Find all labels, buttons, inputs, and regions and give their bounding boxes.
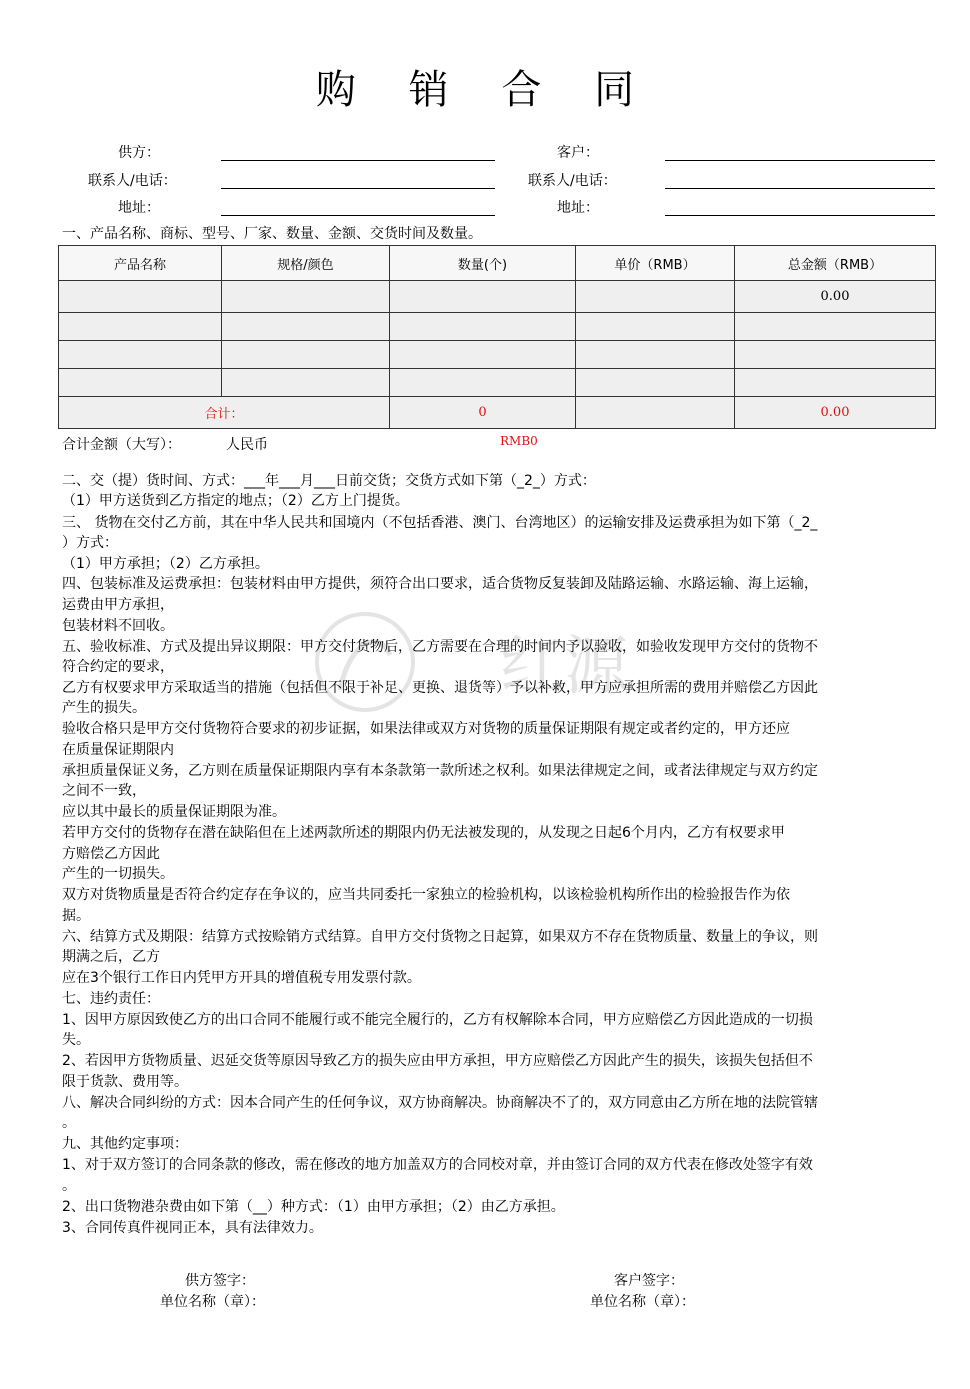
table-row xyxy=(59,313,936,341)
clause-line: 失。 xyxy=(62,1032,90,1048)
customer-contact-label: 联系人/电话： xyxy=(528,173,617,189)
header-quantity: 数量(个) xyxy=(390,246,576,281)
customer-signature-label: 客户签字： xyxy=(614,1273,684,1289)
clause-line: 产生的损失。 xyxy=(62,700,146,716)
clause-line: 2、出口货物港杂费由如下第（__）种方式：（1）由甲方承担；（2）由乙方承担。 xyxy=(62,1199,565,1215)
supplier-unit-label: 单位名称（章）： xyxy=(160,1294,265,1310)
clause-line: 期满之后，乙方 xyxy=(62,949,160,965)
table-cell[interactable] xyxy=(390,313,576,341)
total-amount: 0.00 xyxy=(735,397,936,429)
table-cell[interactable] xyxy=(222,281,390,313)
table-cell[interactable] xyxy=(576,281,735,313)
product-table xyxy=(58,245,936,429)
supplier-address-label: 地址： xyxy=(118,200,160,216)
clause-line: 应以其中最长的质量保证期限为准。 xyxy=(62,804,286,820)
clause-line: 应在3个银行工作日内凭甲方开具的增值税专用发票付款。 xyxy=(62,970,421,986)
customer-address-field[interactable] xyxy=(665,215,935,216)
clause-line: 之间不一致， xyxy=(62,783,146,799)
header-product-name: 产品名称 xyxy=(59,246,222,281)
table-cell[interactable] xyxy=(390,369,576,397)
clause-line: 双方对货物质量是否符合约定存在争议的，应当共同委托一家独立的检验机构，以该检验机构所作出的检验报告作为依 xyxy=(62,887,790,903)
table-cell[interactable] xyxy=(576,313,735,341)
supplier-address-field[interactable] xyxy=(221,215,495,216)
supplier-name-field[interactable] xyxy=(221,160,495,161)
table-cell[interactable]: 0.00 xyxy=(735,281,936,313)
clause-line: 若甲方交付的货物存在潜在缺陷但在上述两款所述的期限内仍无法被发现的，从发现之日起6个月内，乙方有权要求甲 xyxy=(62,825,785,841)
table-row xyxy=(59,281,936,313)
clause-line: 五、验收标准、方式及提出异议期限：甲方交付货物后，乙方需要在合理的时间内予以验收，如验收发现甲方交付的货物不 xyxy=(62,639,818,655)
supplier-contact-field[interactable] xyxy=(221,188,495,189)
clause-line: 承担质量保证义务，乙方则在质量保证期限内享有本条款第一款所述之权利。如果法律规定之间，或者法律规定与双方约定 xyxy=(62,763,818,779)
clause-line: 乙方有权要求甲方采取适当的措施（包括但不限于补足、更换、退货等）予以补救，甲方应承担所需的费用并赔偿乙方因此 xyxy=(62,680,818,696)
clause-line: 九、其他约定事项： xyxy=(62,1136,188,1152)
clause-line: （1）甲方送货到乙方指定的地点；（2）乙方上门提货。 xyxy=(62,493,409,509)
supplier-label: 供方： xyxy=(118,145,160,161)
clause-line: 符合约定的要求， xyxy=(62,659,174,675)
table-cell[interactable] xyxy=(576,341,735,369)
clause-line: 1、因甲方原因致使乙方的出口合同不能履行或不能完全履行的，乙方有权解除本合同，甲方应赔偿乙方因此造成的一切损 xyxy=(62,1012,813,1028)
clause-line: 2、若因甲方货物质量、迟延交货等原因导致乙方的损失应由甲方承担，甲方应赔偿乙方因此产生的损失，该损失包括但不 xyxy=(62,1053,813,1069)
table-cell[interactable] xyxy=(735,313,936,341)
clause-line: （1）甲方承担；（2）乙方承担。 xyxy=(62,556,269,572)
table-header-row xyxy=(59,246,936,281)
table-cell[interactable] xyxy=(59,369,222,397)
amount-words-currency: 人民币 xyxy=(226,437,268,453)
table-cell[interactable] xyxy=(222,313,390,341)
table-row xyxy=(59,341,936,369)
amount-words-label: 合计金额（大写）： xyxy=(62,437,181,453)
clause-line: 包装材料不回收。 xyxy=(62,618,174,634)
clause-line: 方赔偿乙方因此 xyxy=(62,846,160,862)
clause-line: 七、违约责任： xyxy=(62,991,160,1007)
table-cell[interactable] xyxy=(59,341,222,369)
clause-line: 运费由甲方承担， xyxy=(62,597,174,613)
clause-line: 六、结算方式及期限：结算方式按赊销方式结算。自甲方交付货物之日起算，如果双方不存在货物质量、数量上的争议，则 xyxy=(62,929,818,945)
clause-line: 二、交（提）货时间、方式：___年___月___日前交货；交货方式如下第（_2_）方式： xyxy=(62,473,596,489)
header-unit-price: 单价（RMB） xyxy=(576,246,735,281)
customer-contact-field[interactable] xyxy=(665,188,935,189)
clause-line: 1、对于双方签订的合同条款的修改，需在修改的地方加盖双方的合同校对章，并由签订合同的双方代表在修改处签字有效 xyxy=(62,1157,813,1173)
section1-heading: 一、产品名称、商标、型号、厂家、数量、金额、交货时间及数量。 xyxy=(62,226,482,242)
clause-line: 限于货款、费用等。 xyxy=(62,1074,188,1090)
total-unit-price-cell xyxy=(576,397,735,429)
table-cell[interactable] xyxy=(576,369,735,397)
watermark-text: 红源 xyxy=(500,630,628,704)
table-cell[interactable] xyxy=(735,369,936,397)
customer-label: 客户： xyxy=(557,145,599,161)
customer-name-field[interactable] xyxy=(665,160,935,161)
clause-line: 。 xyxy=(62,1115,76,1131)
table-row xyxy=(59,369,936,397)
clause-line: 四、包装标准及运费承担：包装材料由甲方提供，须符合出口要求，适合货物反复装卸及陆路运输、水路运输、海上运输， xyxy=(62,576,818,592)
table-cell[interactable] xyxy=(735,341,936,369)
clause-line: 产生的一切损失。 xyxy=(62,866,174,882)
clause-line: 。 xyxy=(62,1178,76,1194)
table-cell[interactable] xyxy=(222,369,390,397)
clause-line: 3、合同传真件视同正本，具有法律效力。 xyxy=(62,1220,323,1236)
clause-line: 在质量保证期限内 xyxy=(62,742,174,758)
contract-title: 购 销 合 同 xyxy=(315,67,655,113)
table-cell[interactable] xyxy=(59,281,222,313)
header-spec-color: 规格/颜色 xyxy=(222,246,390,281)
table-total-row xyxy=(59,397,936,429)
header-total-amount: 总金额（RMB） xyxy=(735,246,936,281)
total-quantity: 0 xyxy=(390,397,576,429)
clause-line: 据。 xyxy=(62,908,90,924)
supplier-signature-label: 供方签字： xyxy=(185,1273,255,1289)
table-cell[interactable] xyxy=(390,341,576,369)
amount-words-value: RMB0 xyxy=(500,434,538,448)
clause-line: 验收合格只是甲方交付货物符合要求的初步证据，如果法律或双方对货物的质量保证期限有规定或者约定的，甲方还应 xyxy=(62,721,790,737)
clause-line: 三、 货物在交付乙方前，其在中华人民共和国境内（不包括香港、澳门、台湾地区）的运输安排及运费承担为如下第（_2_ xyxy=(62,515,818,531)
table-cell[interactable] xyxy=(222,341,390,369)
total-label: 合计： xyxy=(59,397,390,429)
customer-address-label: 地址： xyxy=(557,200,599,216)
clause-line: 八、解决合同纠纷的方式：因本合同产生的任何争议，双方协商解决。协商解决不了的，双方同意由乙方所在地的法院管辖 xyxy=(62,1095,818,1111)
supplier-contact-label: 联系人/电话： xyxy=(88,173,177,189)
table-cell[interactable] xyxy=(59,313,222,341)
customer-unit-label: 单位名称（章）： xyxy=(590,1294,695,1310)
table-cell[interactable] xyxy=(390,281,576,313)
clause-line: ）方式： xyxy=(62,535,118,551)
